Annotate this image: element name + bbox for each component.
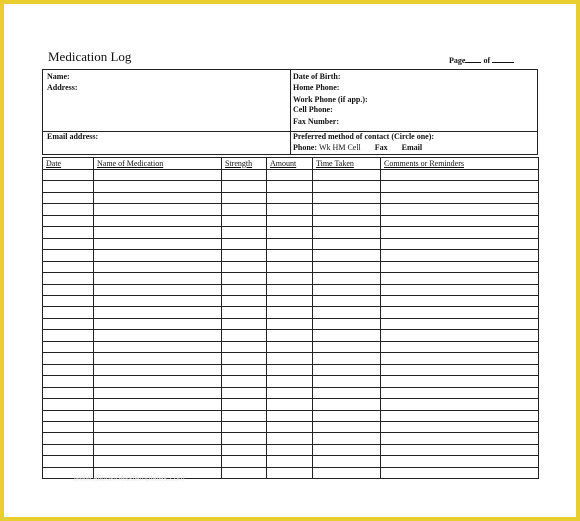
cell-phone-label[interactable]: Cell Phone: — [293, 105, 333, 114]
table-cell[interactable] — [43, 250, 94, 261]
info-divider-horizontal — [43, 131, 537, 132]
table-cell[interactable] — [267, 307, 313, 318]
table-cell[interactable] — [94, 284, 222, 295]
table-cell[interactable] — [43, 399, 94, 410]
info-divider-vertical — [290, 70, 291, 154]
table-cell[interactable] — [313, 353, 381, 364]
table-cell[interactable] — [94, 307, 222, 318]
contact-preference-label: Preferred method of contact (Circle one): — [293, 132, 435, 141]
table-cell[interactable] — [222, 387, 267, 398]
table-cell[interactable] — [267, 433, 313, 444]
table-cell[interactable] — [381, 284, 539, 295]
table-cell[interactable] — [222, 215, 267, 226]
table-cell[interactable] — [222, 318, 267, 329]
table-cell[interactable] — [94, 204, 222, 215]
table-cell[interactable] — [313, 170, 381, 181]
table-cell[interactable] — [222, 250, 267, 261]
table-cell[interactable] — [381, 433, 539, 444]
table-cell[interactable] — [43, 215, 94, 226]
table-row — [43, 238, 539, 249]
table-cell[interactable] — [94, 410, 222, 421]
column-header-comments: Comments or Reminders — [381, 158, 539, 170]
page-number-blank[interactable] — [465, 54, 481, 63]
table-cell[interactable] — [43, 204, 94, 215]
table-cell[interactable] — [313, 387, 381, 398]
table-cell[interactable] — [94, 192, 222, 203]
table-cell[interactable] — [381, 421, 539, 432]
table-cell[interactable] — [267, 387, 313, 398]
table-cell[interactable] — [313, 250, 381, 261]
table-cell[interactable] — [381, 204, 539, 215]
table-cell[interactable] — [381, 181, 539, 192]
table-cell[interactable] — [267, 261, 313, 272]
table-cell[interactable] — [381, 261, 539, 272]
document-title: Medication Log — [48, 49, 132, 64]
table-cell[interactable] — [94, 318, 222, 329]
table-cell[interactable] — [313, 204, 381, 215]
table-cell[interactable] — [381, 444, 539, 455]
log-table-body — [43, 170, 539, 479]
table-row — [43, 376, 539, 387]
table-cell[interactable] — [222, 295, 267, 306]
table-cell[interactable] — [313, 318, 381, 329]
table-cell[interactable] — [94, 456, 222, 467]
table-cell[interactable] — [43, 284, 94, 295]
table-cell[interactable] — [313, 215, 381, 226]
table-row — [43, 250, 539, 261]
table-cell[interactable] — [381, 456, 539, 467]
table-cell[interactable] — [94, 215, 222, 226]
table-cell[interactable] — [313, 467, 381, 478]
page-number-field — [449, 54, 514, 65]
table-cell[interactable] — [94, 170, 222, 181]
table-row — [43, 295, 539, 306]
table-cell[interactable] — [222, 181, 267, 192]
table-cell[interactable] — [313, 192, 381, 203]
table-cell[interactable] — [267, 170, 313, 181]
table-cell[interactable] — [267, 284, 313, 295]
table-cell[interactable] — [381, 341, 539, 352]
table-cell[interactable] — [222, 170, 267, 181]
table-cell[interactable] — [43, 318, 94, 329]
table-cell[interactable] — [222, 410, 267, 421]
table-cell[interactable] — [222, 364, 267, 375]
table-row — [43, 181, 539, 192]
contact-phone-options[interactable]: Wk HM Cell — [319, 143, 361, 152]
table-cell[interactable] — [313, 444, 381, 455]
table-row — [43, 456, 539, 467]
table-cell[interactable] — [94, 341, 222, 352]
table-cell[interactable] — [313, 307, 381, 318]
medication-log-table — [42, 157, 539, 479]
table-cell[interactable] — [94, 421, 222, 432]
fax-number-label[interactable]: Fax Number: — [293, 117, 339, 126]
table-cell[interactable] — [381, 376, 539, 387]
table-cell[interactable] — [222, 284, 267, 295]
table-row — [43, 318, 539, 329]
table-cell[interactable] — [43, 238, 94, 249]
table-cell[interactable] — [267, 238, 313, 249]
table-cell[interactable] — [267, 273, 313, 284]
table-cell[interactable] — [43, 387, 94, 398]
table-cell[interactable] — [267, 353, 313, 364]
table-cell[interactable] — [43, 364, 94, 375]
patient-info-box — [42, 69, 538, 155]
table-cell[interactable] — [381, 273, 539, 284]
table-cell[interactable] — [43, 227, 94, 238]
column-header-strength: Strength — [222, 158, 267, 170]
table-cell[interactable] — [267, 204, 313, 215]
contact-phone-label: Phone: — [293, 143, 317, 152]
table-cell[interactable] — [313, 364, 381, 375]
table-cell[interactable] — [94, 387, 222, 398]
table-cell[interactable] — [381, 192, 539, 203]
table-cell[interactable] — [381, 399, 539, 410]
table-cell[interactable] — [94, 376, 222, 387]
table-cell[interactable] — [43, 181, 94, 192]
table-cell[interactable] — [43, 330, 94, 341]
contact-options — [293, 143, 422, 153]
address-label[interactable]: Address: — [47, 83, 78, 92]
table-cell[interactable] — [222, 341, 267, 352]
table-row — [43, 387, 539, 398]
table-row — [43, 353, 539, 364]
table-cell[interactable] — [267, 192, 313, 203]
column-header-medication: Name of Medication — [94, 158, 222, 170]
table-cell[interactable] — [267, 421, 313, 432]
table-cell[interactable] — [43, 273, 94, 284]
dob-label[interactable]: Date of Birth: — [293, 72, 341, 81]
of-label: of — [483, 56, 491, 65]
contact-email-option[interactable]: Email — [401, 143, 423, 152]
table-cell[interactable] — [267, 444, 313, 455]
table-row — [43, 307, 539, 318]
table-row — [43, 444, 539, 455]
table-cell[interactable] — [94, 295, 222, 306]
table-cell[interactable] — [94, 444, 222, 455]
table-cell[interactable] — [267, 341, 313, 352]
table-cell[interactable] — [94, 227, 222, 238]
table-cell[interactable] — [222, 433, 267, 444]
table-cell[interactable] — [313, 341, 381, 352]
table-cell[interactable] — [43, 261, 94, 272]
table-cell[interactable] — [43, 456, 94, 467]
table-cell[interactable] — [222, 421, 267, 432]
table-cell[interactable] — [43, 410, 94, 421]
table-cell[interactable] — [381, 410, 539, 421]
table-row — [43, 341, 539, 352]
table-cell[interactable] — [222, 261, 267, 272]
table-cell[interactable] — [43, 433, 94, 444]
table-cell[interactable] — [267, 376, 313, 387]
table-row — [43, 284, 539, 295]
name-label[interactable]: Name: — [47, 72, 70, 81]
table-cell[interactable] — [267, 456, 313, 467]
table-cell[interactable] — [267, 467, 313, 478]
table-row — [43, 273, 539, 284]
table-cell[interactable] — [313, 433, 381, 444]
table-cell[interactable] — [267, 181, 313, 192]
table-cell[interactable] — [222, 330, 267, 341]
table-cell[interactable] — [313, 181, 381, 192]
table-cell[interactable] — [43, 421, 94, 432]
table-row — [43, 192, 539, 203]
table-cell[interactable] — [381, 238, 539, 249]
table-row — [43, 399, 539, 410]
table-cell[interactable] — [267, 295, 313, 306]
table-row — [43, 433, 539, 444]
table-cell[interactable] — [94, 353, 222, 364]
table-cell[interactable] — [381, 330, 539, 341]
table-cell[interactable] — [313, 295, 381, 306]
table-cell[interactable] — [267, 227, 313, 238]
table-cell[interactable] — [381, 467, 539, 478]
table-cell[interactable] — [313, 421, 381, 432]
table-cell[interactable] — [43, 376, 94, 387]
table-cell[interactable] — [222, 353, 267, 364]
table-cell[interactable] — [313, 399, 381, 410]
table-cell[interactable] — [267, 364, 313, 375]
table-row — [43, 421, 539, 432]
table-cell[interactable] — [381, 227, 539, 238]
table-row — [43, 410, 539, 421]
table-cell[interactable] — [267, 250, 313, 261]
table-cell[interactable] — [43, 341, 94, 352]
table-cell[interactable] — [267, 410, 313, 421]
table-cell[interactable] — [381, 250, 539, 261]
table-row — [43, 170, 539, 181]
table-cell[interactable] — [313, 410, 381, 421]
table-cell[interactable] — [267, 215, 313, 226]
table-cell[interactable] — [267, 318, 313, 329]
table-cell[interactable] — [313, 238, 381, 249]
table-row — [43, 215, 539, 226]
table-cell[interactable] — [94, 399, 222, 410]
table-cell[interactable] — [43, 192, 94, 203]
table-cell[interactable] — [43, 444, 94, 455]
work-phone-label[interactable]: Work Phone (if app.): — [293, 95, 368, 104]
table-cell[interactable] — [94, 433, 222, 444]
table-cell[interactable] — [313, 330, 381, 341]
table-row — [43, 204, 539, 215]
email-label[interactable]: Email address: — [47, 132, 99, 141]
table-cell[interactable] — [222, 238, 267, 249]
table-cell[interactable] — [381, 307, 539, 318]
table-cell[interactable] — [381, 364, 539, 375]
table-cell[interactable] — [222, 204, 267, 215]
table-cell[interactable] — [222, 227, 267, 238]
column-header-amount: Amount — [267, 158, 313, 170]
table-cell[interactable] — [94, 364, 222, 375]
table-cell[interactable] — [313, 376, 381, 387]
watermark: www.allbusinesstemplates.com — [74, 474, 185, 483]
table-header-row — [43, 158, 539, 170]
table-cell[interactable] — [43, 307, 94, 318]
table-cell[interactable] — [222, 273, 267, 284]
table-cell[interactable] — [222, 376, 267, 387]
page-total-blank[interactable] — [492, 54, 514, 63]
table-cell[interactable] — [94, 250, 222, 261]
column-header-time-taken: Time Taken — [313, 158, 381, 170]
table-cell[interactable] — [43, 170, 94, 181]
table-cell[interactable] — [381, 353, 539, 364]
table-cell[interactable] — [267, 399, 313, 410]
table-cell[interactable] — [313, 273, 381, 284]
table-cell[interactable] — [94, 181, 222, 192]
table-cell[interactable] — [313, 261, 381, 272]
table-cell[interactable] — [222, 456, 267, 467]
table-cell[interactable] — [222, 444, 267, 455]
table-cell[interactable] — [267, 330, 313, 341]
home-phone-label[interactable]: Home Phone: — [293, 83, 340, 92]
table-cell[interactable] — [94, 273, 222, 284]
table-cell[interactable] — [381, 387, 539, 398]
table-cell[interactable] — [313, 284, 381, 295]
page-label: Page — [449, 56, 466, 65]
table-cell[interactable] — [43, 295, 94, 306]
table-cell[interactable] — [222, 399, 267, 410]
table-row — [43, 364, 539, 375]
contact-fax-option[interactable]: Fax — [374, 143, 388, 152]
table-cell[interactable] — [222, 192, 267, 203]
table-cell[interactable] — [94, 330, 222, 341]
table-cell[interactable] — [313, 227, 381, 238]
column-header-date: Date — [43, 158, 94, 170]
table-row — [43, 261, 539, 272]
table-cell[interactable] — [381, 295, 539, 306]
table-cell[interactable] — [381, 318, 539, 329]
table-row — [43, 330, 539, 341]
table-cell[interactable] — [94, 261, 222, 272]
table-cell[interactable] — [381, 170, 539, 181]
table-cell[interactable] — [94, 238, 222, 249]
table-cell[interactable] — [43, 353, 94, 364]
table-row — [43, 227, 539, 238]
table-cell[interactable] — [222, 467, 267, 478]
table-cell[interactable] — [381, 215, 539, 226]
table-cell[interactable] — [313, 456, 381, 467]
table-cell[interactable] — [222, 307, 267, 318]
